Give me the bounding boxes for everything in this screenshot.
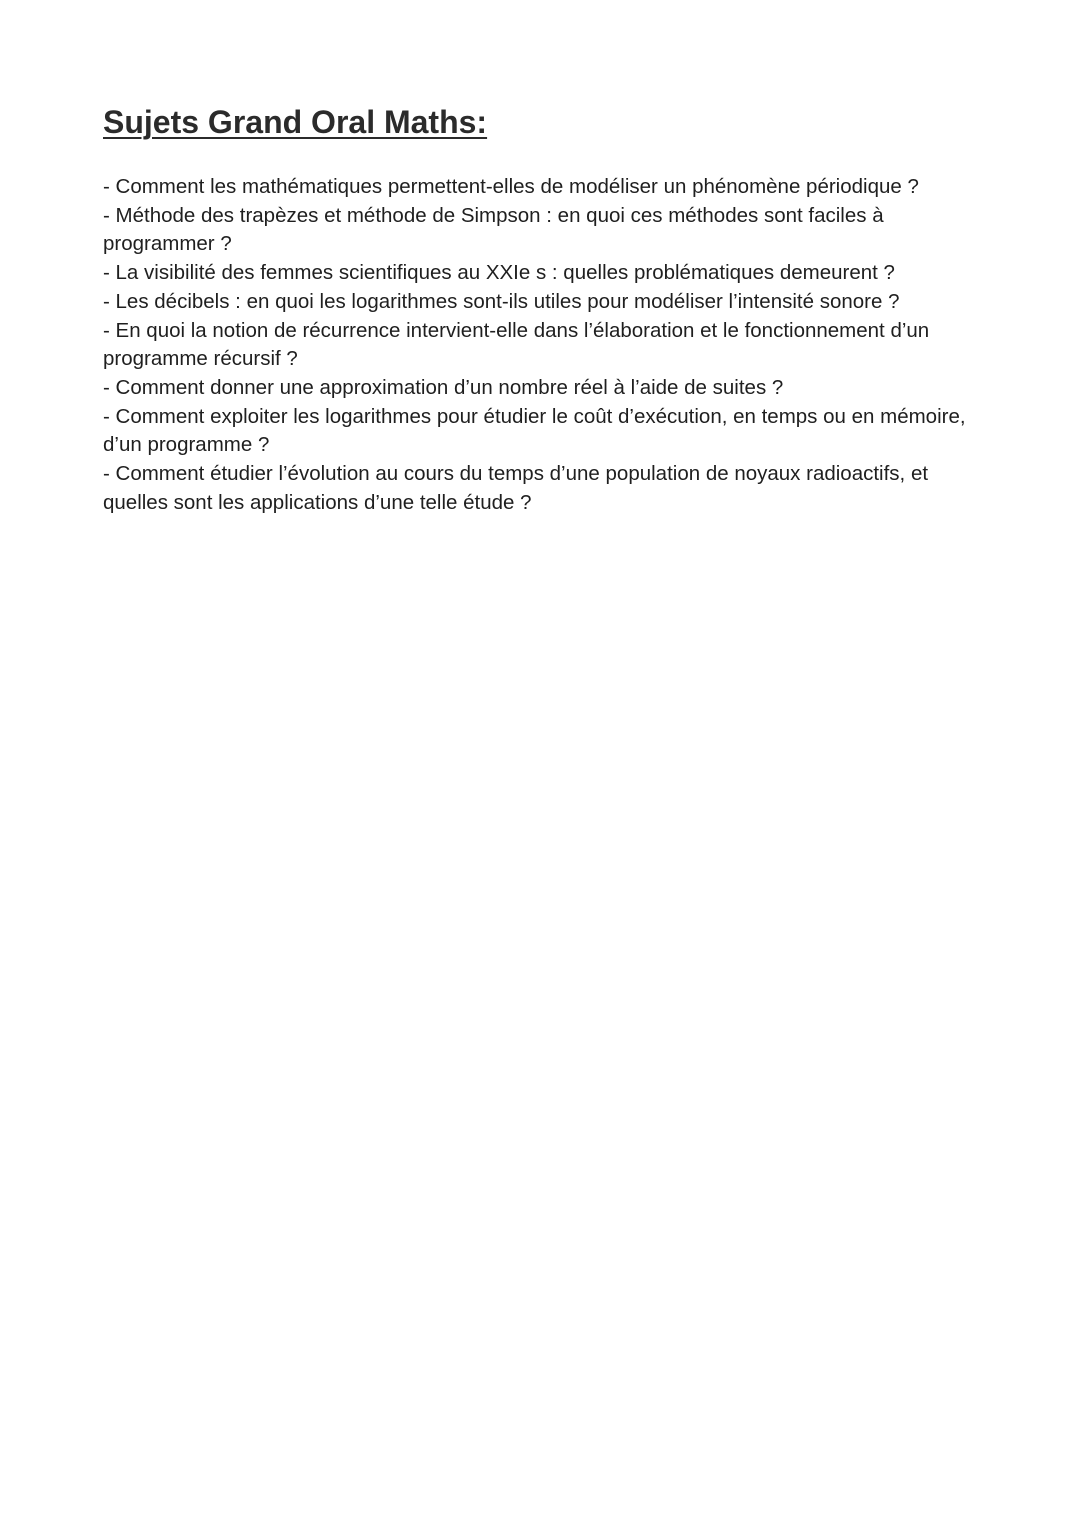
topic-item: - Comment exploiter les logarithmes pour étudier le coût d’exécution, en temps ou en mémoire, d’un programme ? [103,404,966,457]
topic-list [103,173,983,517]
topic-item: - Comment donner une approximation d’un nombre réel à l’aide de suites ? [103,375,784,399]
page-title: Sujets Grand Oral Maths: [103,104,488,140]
topic-item: - Comment les mathématiques permettent-elles de modéliser un phénomène périodique ? [103,175,919,198]
topic-item: - Méthode des trapèzes et méthode de Simpson : en quoi ces méthodes sont faciles à programmer ? [103,203,884,256]
topic-item: - En quoi la notion de récurrence intervient-elle dans l’élaboration et le fonctionnement d’un programme récursif ? [103,318,930,371]
topic-item: - Comment étudier l’évolution au cours du temps d’une population de noyaux radioactifs, et quelles sont les applications d’une telle étude ? [103,462,929,514]
topic-item: - Les décibels : en quoi les logarithmes sont-ils utiles pour modéliser l’intensité sonore ? [103,289,900,313]
topic-item: - La visibilité des femmes scientifiques au XXIe s : quelles problématiques demeurent ? [103,261,895,285]
